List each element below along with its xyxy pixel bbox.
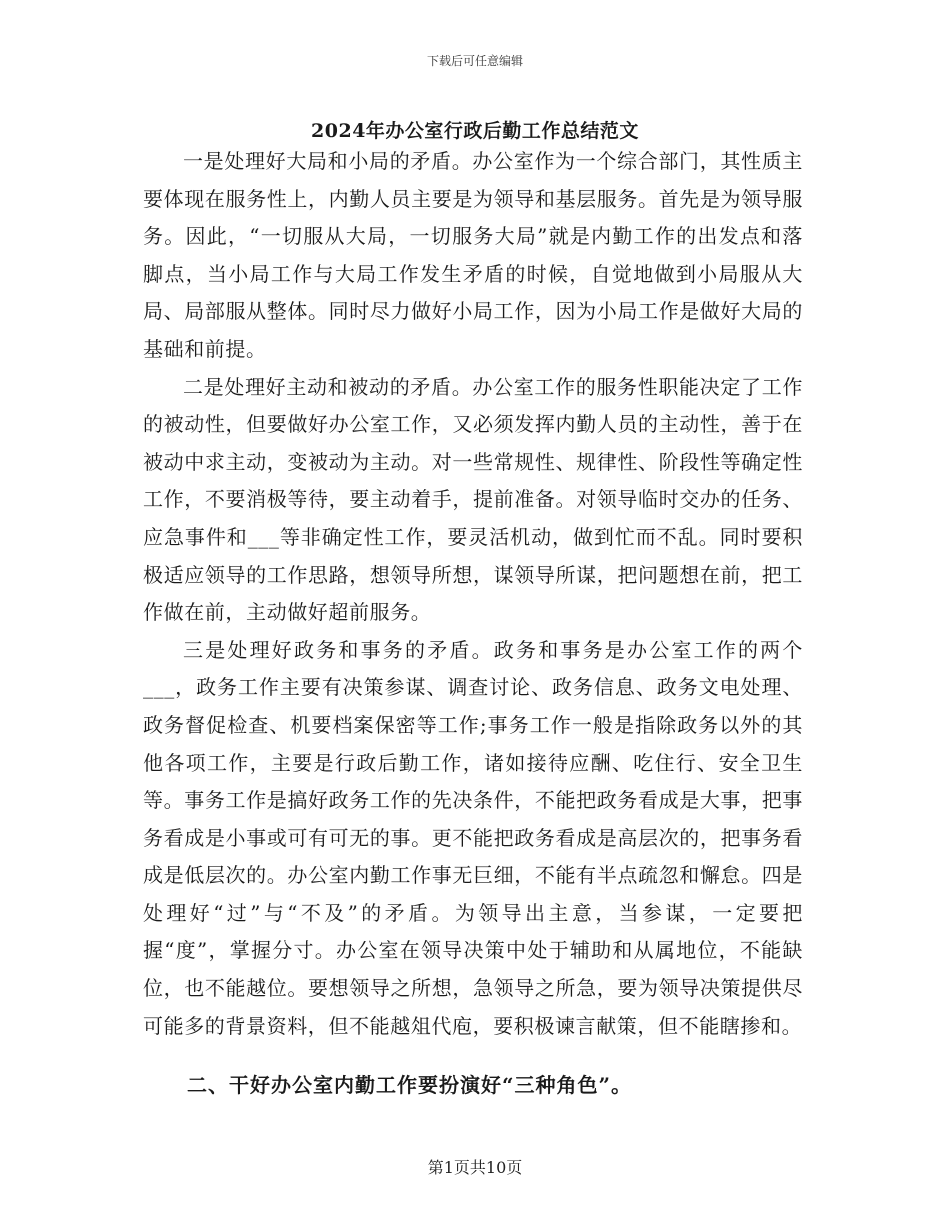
paragraph-1: 一是处理好大局和小局的矛盾。办公室作为一个综合部门，其性质主要体现在服务性上，内勤人员主要是为领导和基层服务。首先是为领导服务。因此，“一切服从大局，一切服务大局”就是内勤工作的出发点和落脚点，当小局工作与大局工作发生矛盾的时候，自觉地做到小局服从大局、局部服从整体。同时尽力做好小局工作，因为小局工作是做好大局的基础和前提。 [143, 149, 803, 361]
header-note: 下载后可任意编辑 [426, 54, 523, 68]
section-heading: 二、干好办公室内勤工作要扮演好“三种角色”。 [187, 1073, 633, 1097]
page-indicator: 第1页共10页 [427, 1158, 523, 1177]
paragraph-3: 三是处理好政务和事务的矛盾。政务和事务是办公室工作的两个___，政务工作主要有决策参谋、调查讨论、政务信息、政务文电处理、政务督促检查、机要档案保密等工作;事务工作一般是指除政务以外的其他各项工作，主要是行政后勤工作，诸如接待应酬、吃住行、安全卫生等。事务工作是搞好政务工作的先决条件，不能把政务看成是大事，把事务看成是小事或可有可无的事。更不能把政务看成是高层次的，把事务看成是低层次的。办公室内勤工作事无巨细，不能有半点疏忽和懈怠。四是处理好“过”与“不及”的矛盾。为领导出主意，当参谋，一定要把握“度”，掌握分寸。办公室在领导决策中处于辅助和从属地位，不能缺位，也不能越位。要想领导之所想，急领导之所急，要为领导决策提供尽可能多的背景资料，但不能越俎代庖，要积极谏言献策，但不能瞎掺和。 [143, 637, 803, 1038]
document-body [143, 143, 803, 1045]
document-title: 2024年办公室行政后勤工作总结范文 [311, 120, 639, 142]
paragraph-2: 二是处理好主动和被动的矛盾。办公室工作的服务性职能决定了工作的被动性，但要做好办公室工作，又必须发挥内勤人员的主动性，善于在被动中求主动，变被动为主动。对一些常规性、规律性、阶段性等确定性工作，不要消极等待，要主动着手，提前准备。对领导临时交办的任务、应急事件和___等非确定性工作，要灵活机动，做到忙而不乱。同时要积极适应领导的工作思路，想领导所想，谋领导所谋，把问题想在前，把工作做在前，主动做好超前服务。 [143, 374, 803, 625]
